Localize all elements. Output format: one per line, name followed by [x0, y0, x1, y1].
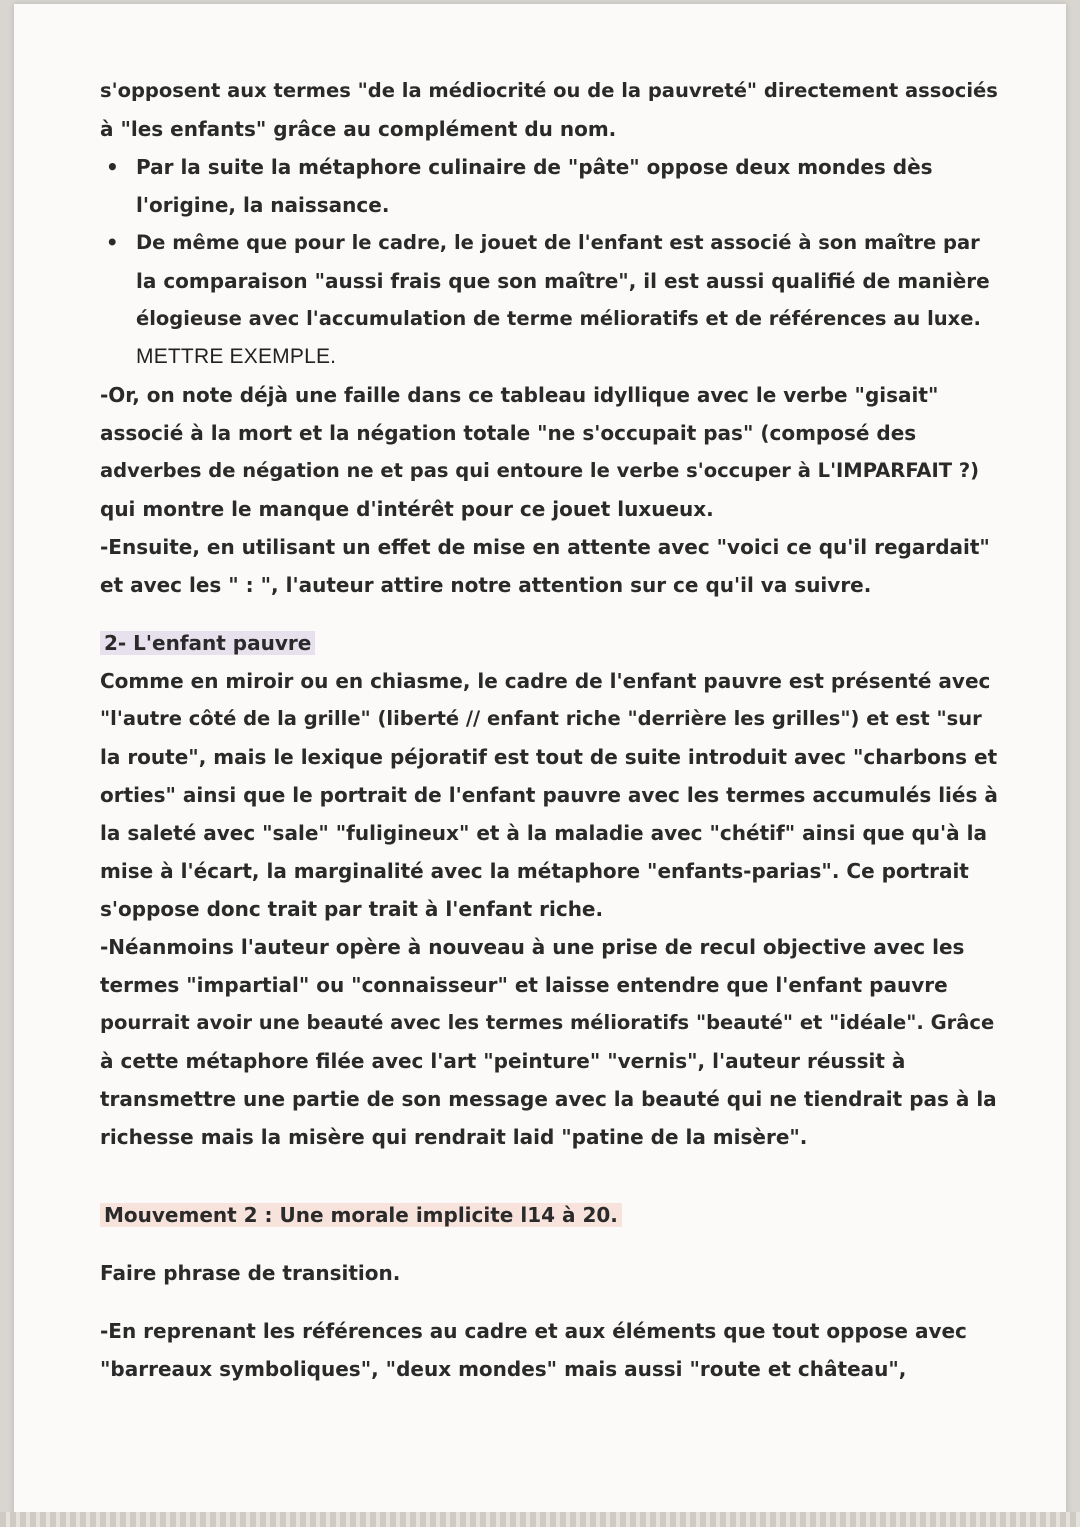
text-line: à "les enfants" grâce au complément du nom. — [100, 117, 617, 141]
text-line: De même que pour le cadre, le jouet de l'enfant est associé à son maître par — [136, 231, 980, 254]
bullet-dot-icon: • — [106, 155, 119, 179]
text-line: la route", mais le lexique péjoratif est tout de suite introduit avec "charbons et — [100, 745, 998, 769]
spacer — [100, 604, 1000, 624]
spacer — [100, 1156, 1000, 1176]
page-bottom-edge — [0, 1512, 1080, 1527]
text-line: mise à l'écart, la marginalité avec la métaphore "enfants-parias". Ce portrait — [100, 859, 969, 883]
section-heading — [100, 1196, 1000, 1234]
text-line: orties" ainsi que le portrait de l'enfant pauvre avec les termes accumulés liés à — [100, 783, 998, 807]
text-line: -Ensuite, en utilisant un effet de mise en attente avec "voici ce qu'il regardait" — [100, 535, 990, 559]
text-line: élogieuse avec l'accumulation de terme mélioratifs et de références au luxe. — [136, 307, 981, 330]
text-line: à cette métaphore filée avec l'art "peinture" "vernis", l'auteur réussit à — [100, 1049, 906, 1073]
text-line: "barreaux symboliques", "deux mondes" mais aussi "route et château", — [100, 1357, 907, 1381]
text-line: s'oppose donc trait par trait à l'enfant riche. — [100, 897, 604, 921]
spacer — [100, 1176, 1000, 1196]
spacer — [100, 1234, 1000, 1254]
text-line: qui montre le manque d'intérêt pour ce jouet luxueux. — [100, 497, 714, 521]
section-heading — [100, 624, 1000, 662]
text-line: -Or, on note déjà une faille dans ce tableau idyllique avec le verbe "gisait" — [100, 383, 939, 407]
bullet-item — [100, 224, 1000, 262]
text-line: transmettre une partie de son message avec la beauté qui ne tiendrait pas à la — [100, 1087, 997, 1111]
text-line: la comparaison "aussi frais que son maître", il est aussi qualifié de manière — [136, 269, 990, 293]
text-line: associé à la mort et la négation totale "ne s'occupait pas" (composé des — [100, 421, 917, 445]
note-line: METTRE EXEMPLE. — [136, 345, 337, 368]
text-line: termes "impartial" ou "connaisseur" et laisse entendre que l'enfant pauvre — [100, 973, 948, 997]
document-body — [100, 72, 1000, 1388]
heading-text: Mouvement 2 : Une morale implicite l14 à 20. — [100, 1203, 622, 1227]
text-line: richesse mais la misère qui rendrait laid "patine de la misère". — [100, 1125, 808, 1149]
text-line: pourrait avoir une beauté avec les termes mélioratifs "beauté" et "idéale". Grâce — [100, 1011, 995, 1034]
text-line: Par la suite la métaphore culinaire de "pâte" oppose deux mondes dès — [136, 155, 933, 179]
text-line: Comme en miroir ou en chiasme, le cadre de l'enfant pauvre est présenté avec — [100, 669, 991, 693]
text-line: s'opposent aux termes "de la médiocrité ou de la pauvreté" directement associés — [100, 79, 998, 102]
bullet-dot-icon: • — [106, 231, 119, 254]
heading-text: 2- L'enfant pauvre — [100, 631, 315, 655]
bullet-item — [100, 148, 1000, 186]
text-line: "l'autre côté de la grille" (liberté // enfant riche "derrière les grilles") et est "sur — [100, 707, 982, 730]
text-line: la saleté avec "sale" "fuligineux" et à la maladie avec "chétif" ainsi que qu'à la — [100, 821, 987, 845]
text-line: Faire phrase de transition. — [100, 1261, 401, 1285]
text-line: adverbes de négation ne et pas qui entoure le verbe s'occuper à L'IMPARFAIT ?) — [100, 459, 980, 482]
text-line: -Néanmoins l'auteur opère à nouveau à une prise de recul objective avec les — [100, 935, 965, 959]
text-line: et avec les " : ", l'auteur attire notre attention sur ce qu'il va suivre. — [100, 573, 872, 597]
text-line: -En reprenant les références au cadre et aux éléments que tout oppose avec — [100, 1319, 967, 1343]
spacer — [100, 1292, 1000, 1312]
text-line: l'origine, la naissance. — [136, 193, 390, 217]
